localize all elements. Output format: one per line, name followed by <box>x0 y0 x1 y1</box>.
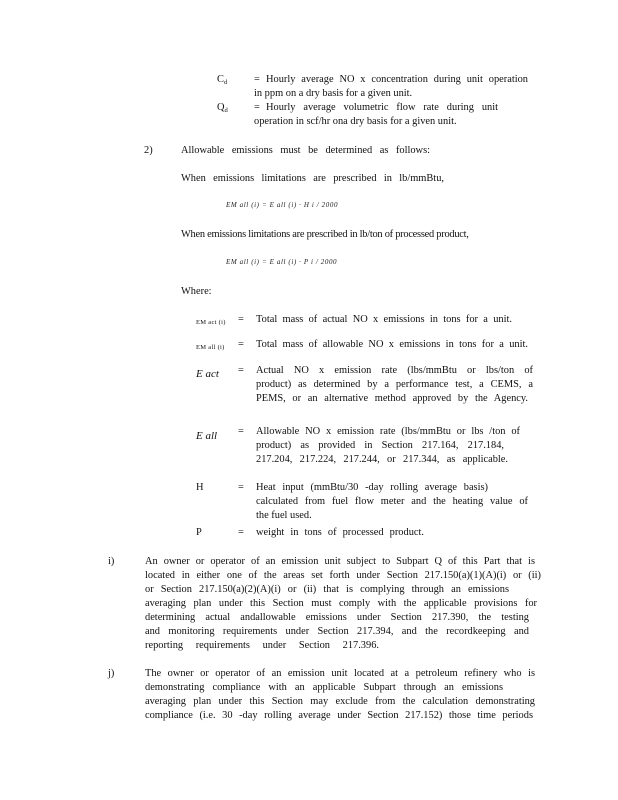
symbol-em-act: EM act (i) <box>196 319 226 326</box>
def-p: weight in tons of processed product. <box>256 527 424 538</box>
para-i-line3: or Section 217.150(a)(2)(A)(i) or (ii) that is complying through an emissions <box>145 584 509 595</box>
para-i-line1: An owner or operator of an emission unit subject to Subpart Q of this Part that is <box>145 556 535 567</box>
item-2-text: Allowable emissions must be determined as follows: <box>181 145 430 156</box>
def-e-all-line2: product) as provided in Section 217.164, 217.184, <box>256 440 504 451</box>
para-j-line1: The owner or operator of an emission unit located at a petroleum refinery who is <box>145 668 535 679</box>
def-e-act-line3: PEMS, or an alternative method approved by the Agency. <box>256 393 528 404</box>
para-i-line6: and monitoring requirements under Section 217.394, and the recordkeeping and <box>145 626 529 637</box>
para-i-label: i) <box>108 556 115 567</box>
def-e-all-line1: Allowable NO x emission rate (lbs/mmBtu or lbs /ton of <box>256 426 520 437</box>
para-j-line3: averaging plan under this Section may exclude from the calculation demonstrating <box>145 696 535 707</box>
def-h-line2: calculated from fuel flow meter and the heating value of <box>256 496 528 507</box>
def-qd-line1: Hourly average volumetric flow rate during unit <box>266 102 498 113</box>
para-i-line7: reporting requirements under Section 217.396. <box>145 640 379 651</box>
def-h-line1: Heat input (mmBtu/30 -day rolling average basis) <box>256 482 488 493</box>
symbol-e-all: E all <box>196 430 218 442</box>
equals-e-all: = <box>238 426 244 437</box>
symbol-cd: $C_d$ <box>217 74 228 86</box>
when-mmbtu: When emissions limitations are prescribed in lb/mmBtu, <box>181 173 444 184</box>
para-j-label: j) <box>108 668 115 679</box>
para-i-line2: located in either one of the areas set forth under Section 217.150(a)(1)(A)(i) or (ii) <box>145 570 541 581</box>
equals-em-act: = <box>238 314 244 325</box>
formula-mmbtu: EM all (i) = E all (i) · H i / 2000 <box>226 201 339 209</box>
def-e-act-line1: Actual NO x emission rate (lbs/mmBtu or lbs/ton of <box>256 365 533 376</box>
symbol-h: H <box>196 482 204 493</box>
para-i-line4: averaging plan under this Section must comply with the applicable provisions for <box>145 598 537 609</box>
def-e-act-line2: product) as determined by a performance test, a CEMS, a <box>256 379 533 390</box>
def-cd-line1: Hourly average NO x concentration during unit operation <box>266 74 528 85</box>
equals-h: = <box>238 482 244 493</box>
para-i-line5: determining actual andallowable emissions under Section 217.390, the testing <box>145 612 529 623</box>
para-j-line2: demonstrating compliance with an applicable Subpart through an emissions <box>145 682 503 693</box>
item-2-number: 2) <box>144 145 153 156</box>
symbol-em-all: EM all (i) <box>196 344 225 351</box>
para-j-line4: compliance (i.e. 30 -day rolling average under Section 217.152) those time periods <box>145 710 533 721</box>
equals-em-all: = <box>238 339 244 350</box>
def-em-act: Total mass of actual NO x emissions in tons for a unit. <box>256 314 512 325</box>
when-ton: When emissions limitations are prescribed in lb/ton of processed product, <box>181 229 469 240</box>
def-cd-line2: in ppm on a dry basis for a given unit. <box>254 88 413 99</box>
symbol-e-act: E act <box>196 368 219 380</box>
symbol-qd: $Q_d$ <box>217 102 228 114</box>
equals-p: = <box>238 527 244 538</box>
formula-ton: EM all (i) = E all (i) · P i / 2000 <box>226 258 338 266</box>
equals-qd: = <box>254 102 260 113</box>
where-label: Where: <box>181 286 212 297</box>
def-h-line3: the fuel used. <box>256 510 312 521</box>
equals-cd: = <box>254 74 260 85</box>
equals-e-act: = <box>238 365 244 376</box>
def-qd-line2: operation in scf/hr ona dry basis for a given unit. <box>254 116 457 127</box>
def-e-all-line3: 217.204, 217.224, 217.244, or 217.344, as applicable. <box>256 454 508 465</box>
symbol-p: P <box>196 527 202 538</box>
def-em-all: Total mass of allowable NO x emissions in tons for a unit. <box>256 339 528 350</box>
